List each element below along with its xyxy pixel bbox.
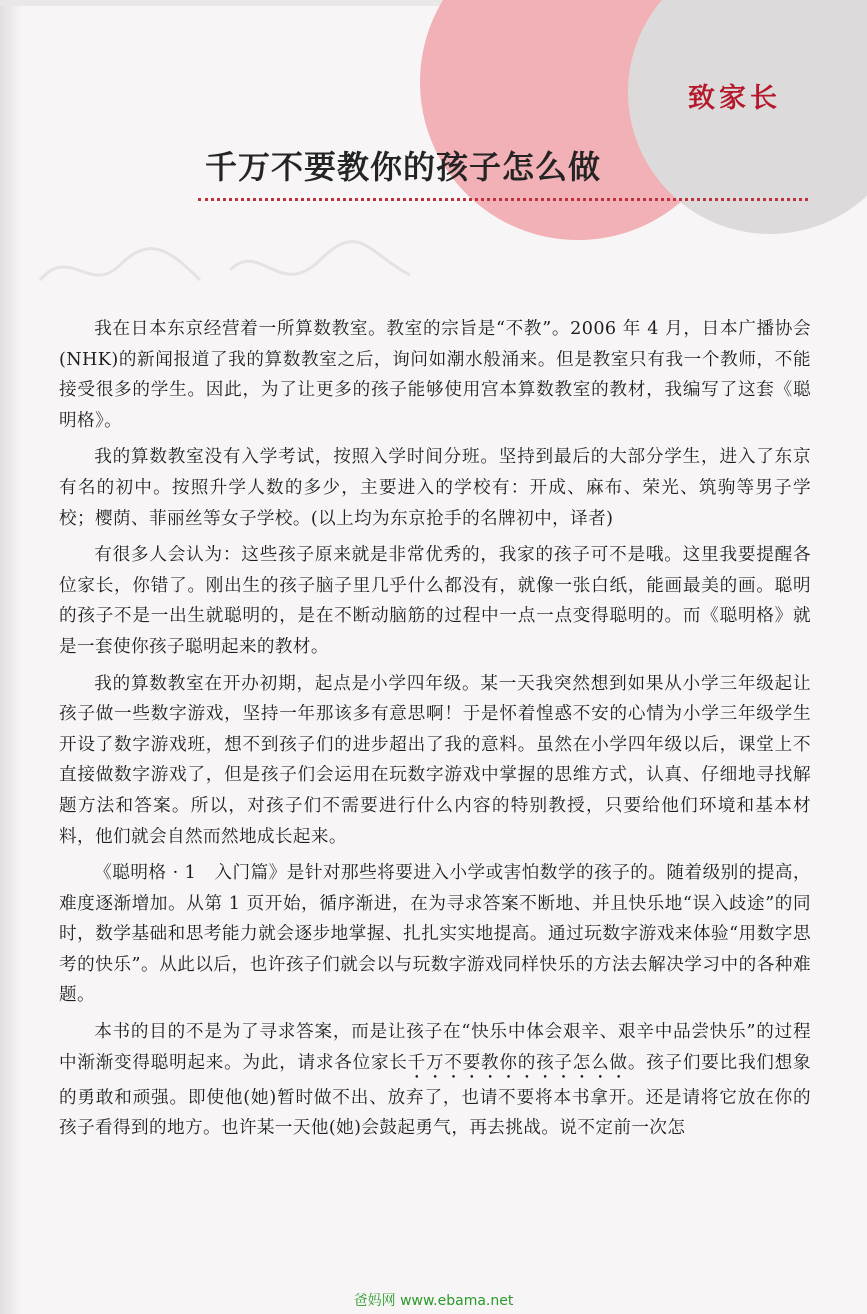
paragraph-1: 我在日本东京经营着一所算数教室。教室的宗旨是“不教”。2006 年 4 月，日本广播协会(NHK)的新闻报道了我的算数教室之后，询问如潮水般涌来。但是教室只有我一个教师，不能接受很多的学生。因此，为了让更多的孩子能够使用宫本算数教室的教材，我编写了这套《聪明格》。 bbox=[59, 319, 811, 431]
faint-decorative-script bbox=[30, 240, 430, 300]
paragraph-2: 我的算数教室没有入学考试，按照入学时间分班。坚持到最后的大部分学生，进入了东京有名的初中。按照升学人数的多少，主要进入的学校有：开成、麻布、荣光、筑驹等男子学校；樱荫、菲丽丝等女子学校。(以上均为东京抢手的名牌初中，译者) bbox=[59, 447, 811, 529]
paragraph-6-before: 本书的目的不是为了寻求答案，而是让孩子在“快乐中体会艰辛、艰辛中品尝快乐”的过程中渐渐变得聪明起来。为此，请求各位家长 bbox=[59, 1022, 811, 1073]
page-title: 千万不要教你的孩子怎么做 bbox=[205, 148, 602, 186]
paragraph-4: 我的算数教室在开办初期，起点是小学四年级。某一天我突然想到如果从小学三年级起让孩子做一些数字游戏，坚持一年那该多有意思啊！于是怀着惶惑不安的心情为小学三年级学生开设了数字游戏班，想不到孩子们的进步超出了我的意料。虽然在小学四年级以后，课堂上不直接做数字游戏了，但是孩子们会运用在玩数字游戏中掌握的思维方式，认真、仔细地寻找解题方法和答案。所以，对孩子们不需要进行什么内容的特别教授，只要给他们环境和基本材料，他们就会自然而然地成长起来。 bbox=[59, 673, 811, 847]
title-dotted-divider bbox=[198, 198, 808, 201]
watermark: 爸妈网 www.ebama.net bbox=[353, 1293, 514, 1309]
paragraph-5: 《聪明格 · 1 入门篇》是针对那些将要进入小学或害怕数学的孩子的。随着级别的提高，难度逐渐增加。从第 1 页开始，循序渐进，在为寻求答案不断地、并且快乐地“误入歧途”的同时，数学基础和思考能力就会逐步地掌握、扎扎实实地提高。通过玩数字游戏来体验“用数字思考的快乐”。从此以后，也许孩子们就会以与玩数字游戏同样快乐的方法去解决学习中的各种难题。 bbox=[59, 863, 811, 1006]
paragraph-6 bbox=[59, 1017, 811, 1144]
article-body bbox=[59, 314, 811, 1150]
paragraph-3: 有很多人会认为：这些孩子原来就是非常优秀的，我家的孩子可不是哦。这里我要提醒各位家长，你错了。刚出生的孩子脑子里几乎什么都没有，就像一张白纸，能画最美的画。聪明的孩子不是一出生就聪明的，是在不断动脑筋的过程中一点一点变得聪明的。而《聪明格》就是一套使你孩子聪明起来的教材。 bbox=[59, 545, 811, 657]
emphasized-phrase: 千万不要教你的孩子怎么做 bbox=[407, 1052, 628, 1073]
paragraph-6-after: 。孩子们要比我们想象的勇敢和顽强。即使他(她)暂时做不出、放弃了，也请不要将本书拿开。还是请将它放在你的孩子看得到的地方。也许某一天他(她)会鼓起勇气，再去挑战。说不定前一次怎 bbox=[59, 1052, 811, 1139]
section-label: 致家长 bbox=[688, 83, 781, 114]
page-edge bbox=[0, 0, 22, 1314]
